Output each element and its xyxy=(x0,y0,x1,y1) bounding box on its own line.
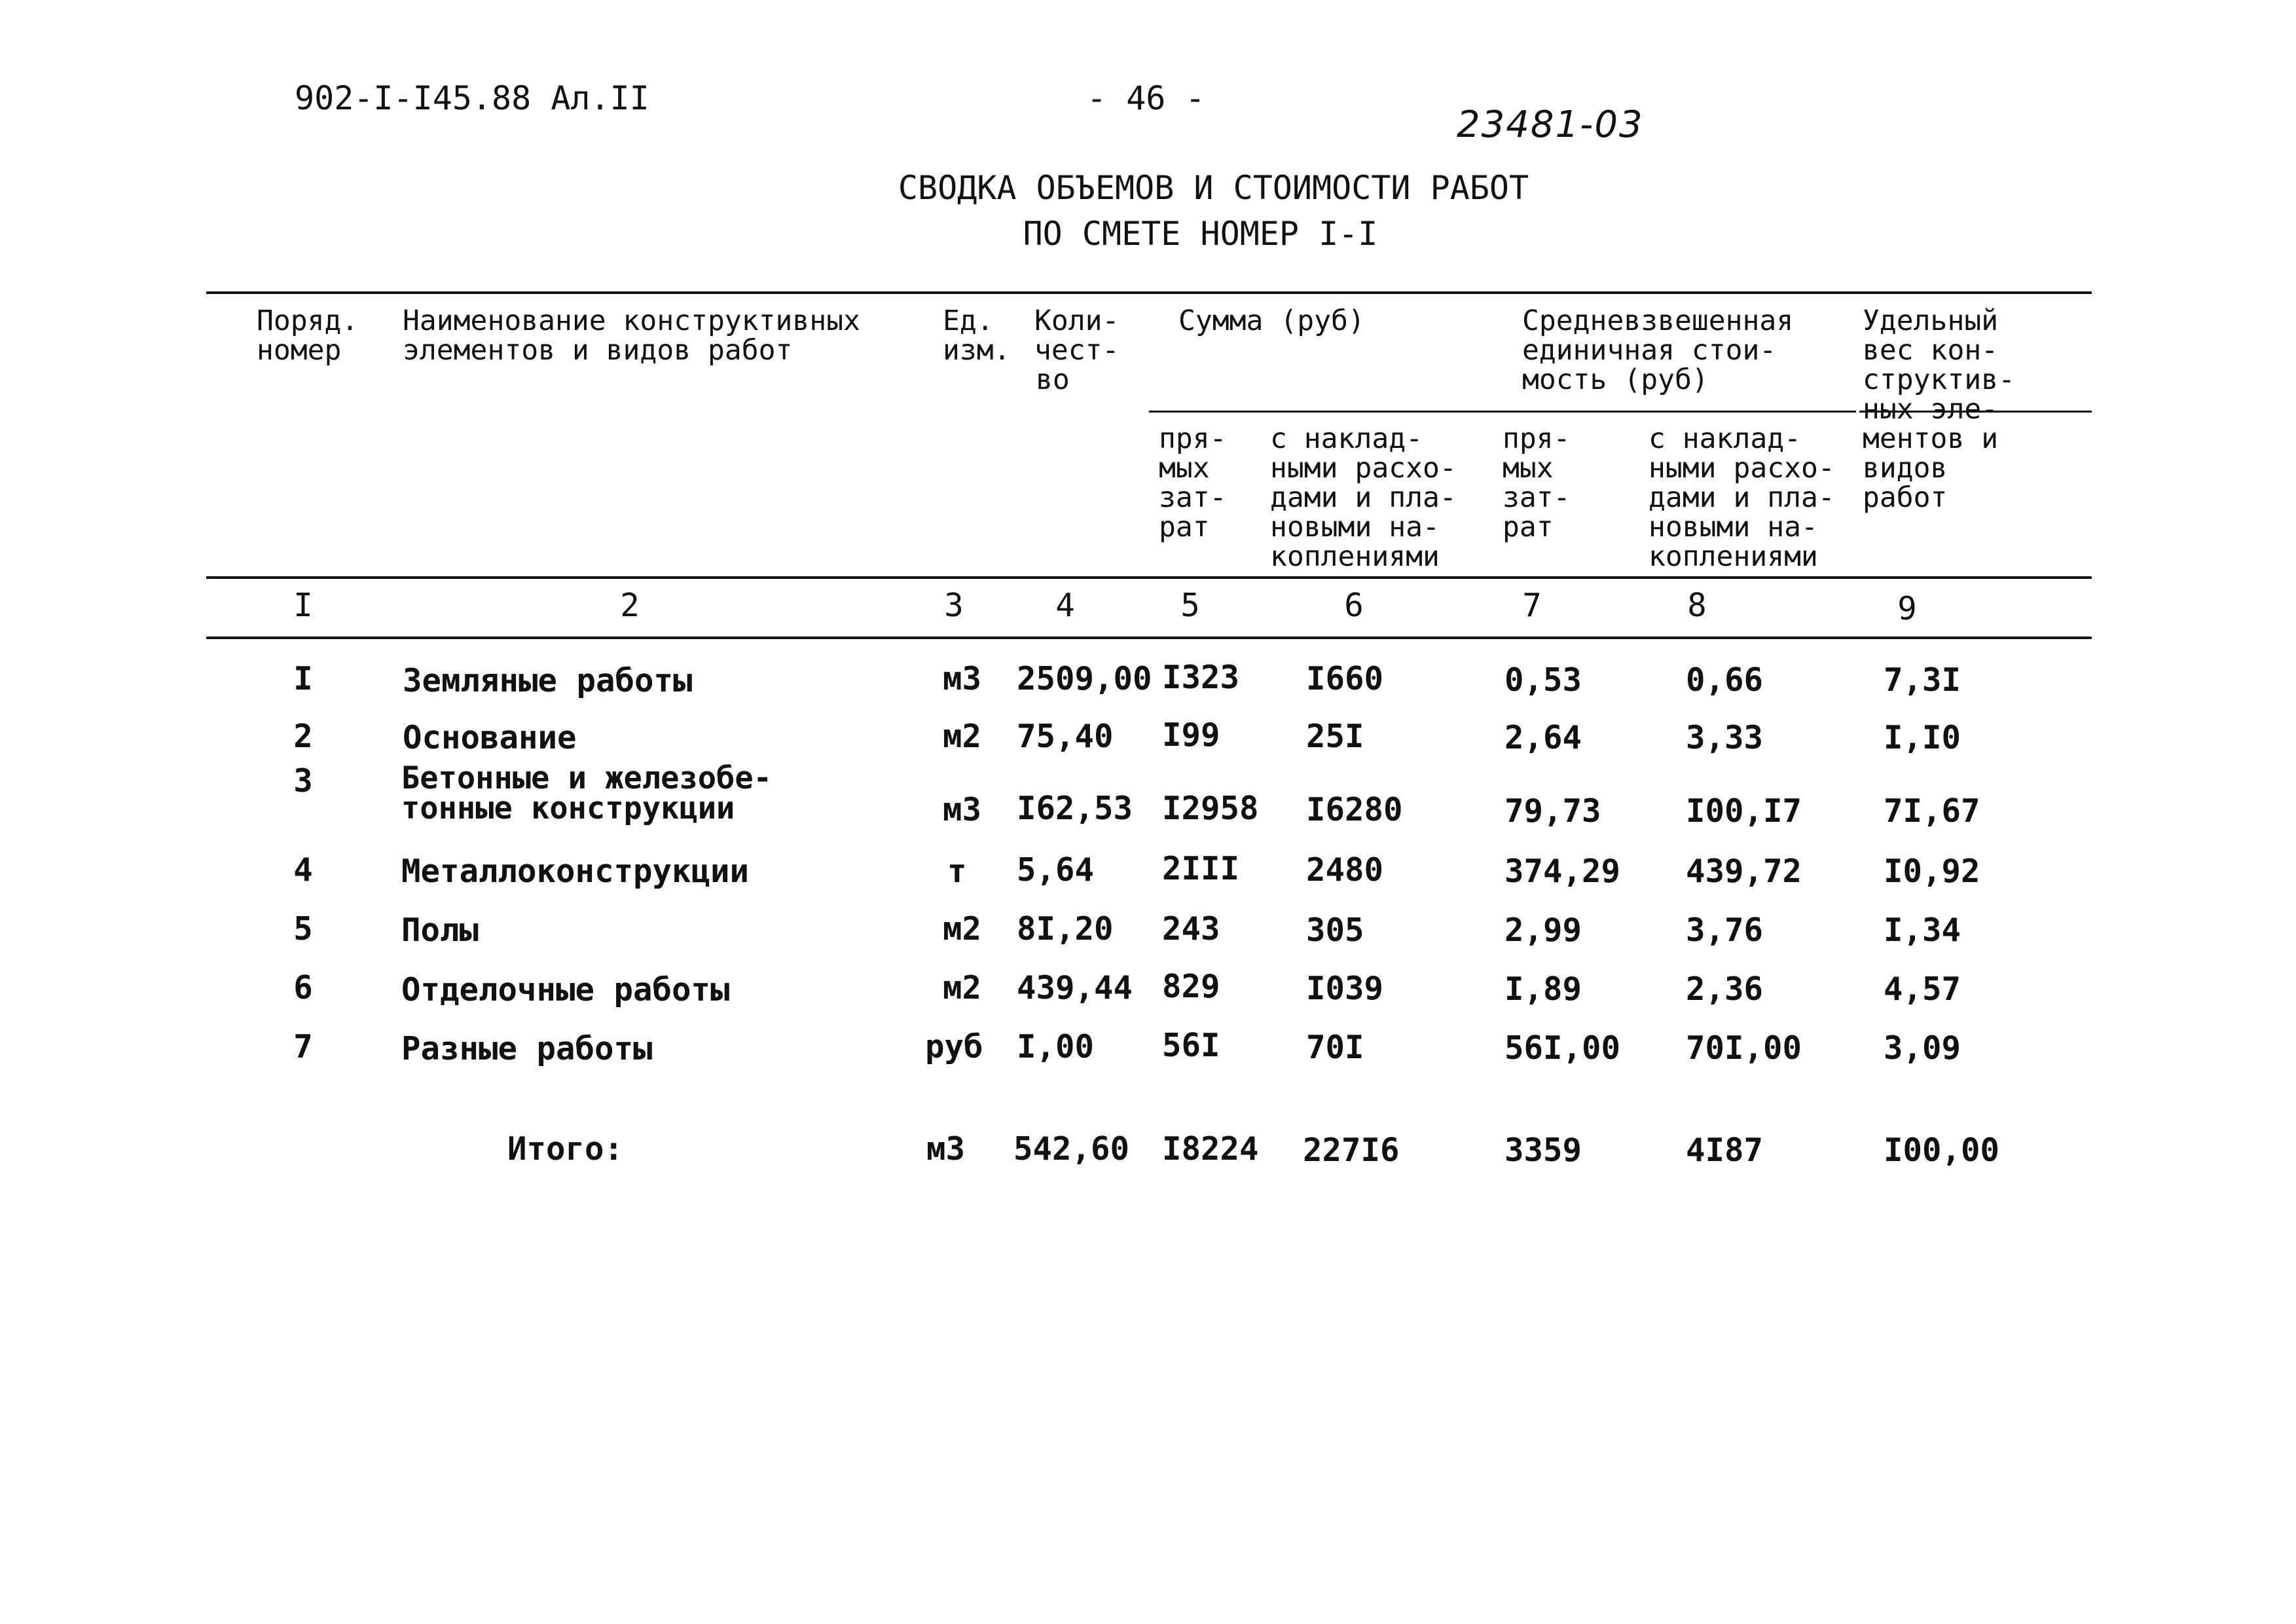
column-number: 5 xyxy=(1180,587,1200,624)
row-overhead-cost: I6280 xyxy=(1306,791,1403,828)
total-overhead-cost: 227I6 xyxy=(1303,1132,1400,1169)
row-unit: м3 xyxy=(943,791,982,828)
column-number: 6 xyxy=(1344,587,1364,624)
row-share: 7,3I xyxy=(1884,661,1961,699)
row-name: Разные работы xyxy=(401,1030,653,1067)
row-overhead-cost: I039 xyxy=(1306,970,1384,1007)
header-specific-share: Удельный вес кон- структив- ных эле- ментов и видов работ xyxy=(1863,304,2015,514)
row-name: Земляные работы xyxy=(403,662,693,699)
total-unit: м3 xyxy=(926,1130,966,1168)
row-direct-cost: 829 xyxy=(1162,968,1220,1005)
header-item-name: Наименование конструктивных элементов и видов работ xyxy=(403,304,860,367)
row-overhead-cost: I660 xyxy=(1306,660,1384,697)
row-avg-overhead: 439,72 xyxy=(1686,853,1802,890)
row-quantity: I,00 xyxy=(1017,1028,1095,1065)
column-number: 7 xyxy=(1522,587,1542,624)
header-sum-group: Сумма (руб) xyxy=(1178,304,1365,337)
row-number: 6 xyxy=(293,969,313,1006)
row-share: I0,92 xyxy=(1884,853,1980,890)
row-direct-cost: I2958 xyxy=(1162,790,1259,827)
row-overhead-cost: 305 xyxy=(1306,912,1364,949)
row-number: 2 xyxy=(293,718,313,755)
total-direct-cost: I8224 xyxy=(1162,1130,1259,1168)
row-direct-cost: 2III xyxy=(1162,850,1240,887)
row-quantity: I62,53 xyxy=(1017,790,1133,827)
header-order-number: Поряд. номер xyxy=(257,304,359,367)
handwritten-inventory-number: 23481-03 xyxy=(1457,103,1644,146)
document-code: 902-I-I45.88 Ал.II xyxy=(295,79,649,117)
total-quantity: 542,60 xyxy=(1013,1130,1130,1168)
row-number: I xyxy=(293,660,313,697)
row-quantity: 5,64 xyxy=(1017,851,1095,889)
row-avg-direct: 0,53 xyxy=(1504,661,1582,699)
row-number: 5 xyxy=(293,910,313,948)
row-overhead-cost: 25I xyxy=(1306,718,1364,755)
header-avg-group: Средневзвешенная единичная стои- мость (руб) xyxy=(1522,304,1794,396)
row-avg-direct: 2,99 xyxy=(1504,912,1582,949)
header-sum-direct: пря- мых зат- рат xyxy=(1159,422,1227,544)
row-avg-overhead: I00,I7 xyxy=(1686,792,1802,830)
header-unit: Ед. изм. xyxy=(943,304,1011,367)
row-overhead-cost: 2480 xyxy=(1306,851,1384,889)
header-bottom-rule xyxy=(206,576,2092,579)
column-number: 2 xyxy=(620,587,640,624)
row-avg-overhead: 3,33 xyxy=(1686,719,1764,756)
row-share: I,34 xyxy=(1884,912,1961,949)
row-unit: руб xyxy=(925,1028,983,1065)
column-number: 3 xyxy=(944,587,964,624)
row-avg-overhead: 3,76 xyxy=(1686,912,1764,949)
header-avg-overhead: с наклад- ными расхо- дами и пла- новыми на- коплениями xyxy=(1649,422,1835,573)
row-avg-overhead: 0,66 xyxy=(1686,661,1764,699)
table-top-rule xyxy=(206,291,2092,294)
row-unit: м2 xyxy=(943,969,982,1006)
row-avg-direct: 79,73 xyxy=(1504,792,1601,830)
column-numbers-rule xyxy=(206,637,2092,639)
header-quantity: Коли- чест- во xyxy=(1034,304,1120,396)
row-avg-overhead: 2,36 xyxy=(1686,970,1764,1008)
row-number: 3 xyxy=(293,762,313,800)
row-direct-cost: 56I xyxy=(1162,1027,1220,1064)
page-title: СВОДКА ОБЪЕМОВ И СТОИМОСТИ РАБОТ xyxy=(898,169,1529,207)
row-share: 3,09 xyxy=(1884,1029,1961,1067)
sum-group-rule xyxy=(1149,411,1856,413)
row-avg-direct: I,89 xyxy=(1504,970,1582,1008)
row-share: 7I,67 xyxy=(1884,792,1980,830)
row-number: 7 xyxy=(293,1028,313,1065)
row-share: 4,57 xyxy=(1884,970,1961,1008)
row-avg-direct: 56I,00 xyxy=(1504,1029,1621,1067)
row-direct-cost: 243 xyxy=(1162,910,1220,948)
row-quantity: 439,44 xyxy=(1017,969,1133,1006)
row-unit: м2 xyxy=(943,910,982,948)
column-number: 8 xyxy=(1687,587,1707,624)
row-avg-direct: 374,29 xyxy=(1504,853,1621,890)
total-label: Итого: xyxy=(507,1130,624,1168)
header-avg-direct: пря- мых зат- рат xyxy=(1503,422,1571,544)
row-share: I,I0 xyxy=(1884,719,1961,756)
total-avg-overhead: 4I87 xyxy=(1686,1132,1764,1169)
row-unit: м2 xyxy=(943,718,982,755)
row-name: Бетонные и железобе- тонные конструкции xyxy=(401,760,772,826)
row-unit: м3 xyxy=(943,660,982,697)
row-quantity: 8I,20 xyxy=(1017,910,1114,948)
page-subtitle: ПО СМЕТЕ НОМЕР I-I xyxy=(1023,215,1378,253)
row-avg-overhead: 70I,00 xyxy=(1686,1029,1802,1067)
page-number: - 46 - xyxy=(1087,79,1205,117)
row-name: Металлоконструкции xyxy=(401,853,750,890)
row-name: Отделочные работы xyxy=(401,971,730,1008)
row-direct-cost: I323 xyxy=(1162,659,1240,696)
column-number: 4 xyxy=(1055,587,1075,624)
total-share: I00,00 xyxy=(1884,1132,2000,1169)
column-number: I xyxy=(293,587,313,624)
row-name: Полы xyxy=(401,912,479,949)
row-quantity: 75,40 xyxy=(1017,718,1114,755)
row-direct-cost: I99 xyxy=(1162,716,1220,754)
column-number: 9 xyxy=(1897,590,1917,627)
row-number: 4 xyxy=(293,851,313,889)
row-overhead-cost: 70I xyxy=(1306,1029,1364,1066)
header-sum-overhead: с наклад- ными расхо- дами и пла- новыми на- коплениями xyxy=(1270,422,1457,573)
total-avg-direct: 3359 xyxy=(1504,1132,1582,1169)
row-quantity: 2509,00 xyxy=(1017,660,1152,697)
row-avg-direct: 2,64 xyxy=(1504,719,1582,756)
row-name: Основание xyxy=(403,719,577,756)
row-unit: т xyxy=(947,853,967,890)
